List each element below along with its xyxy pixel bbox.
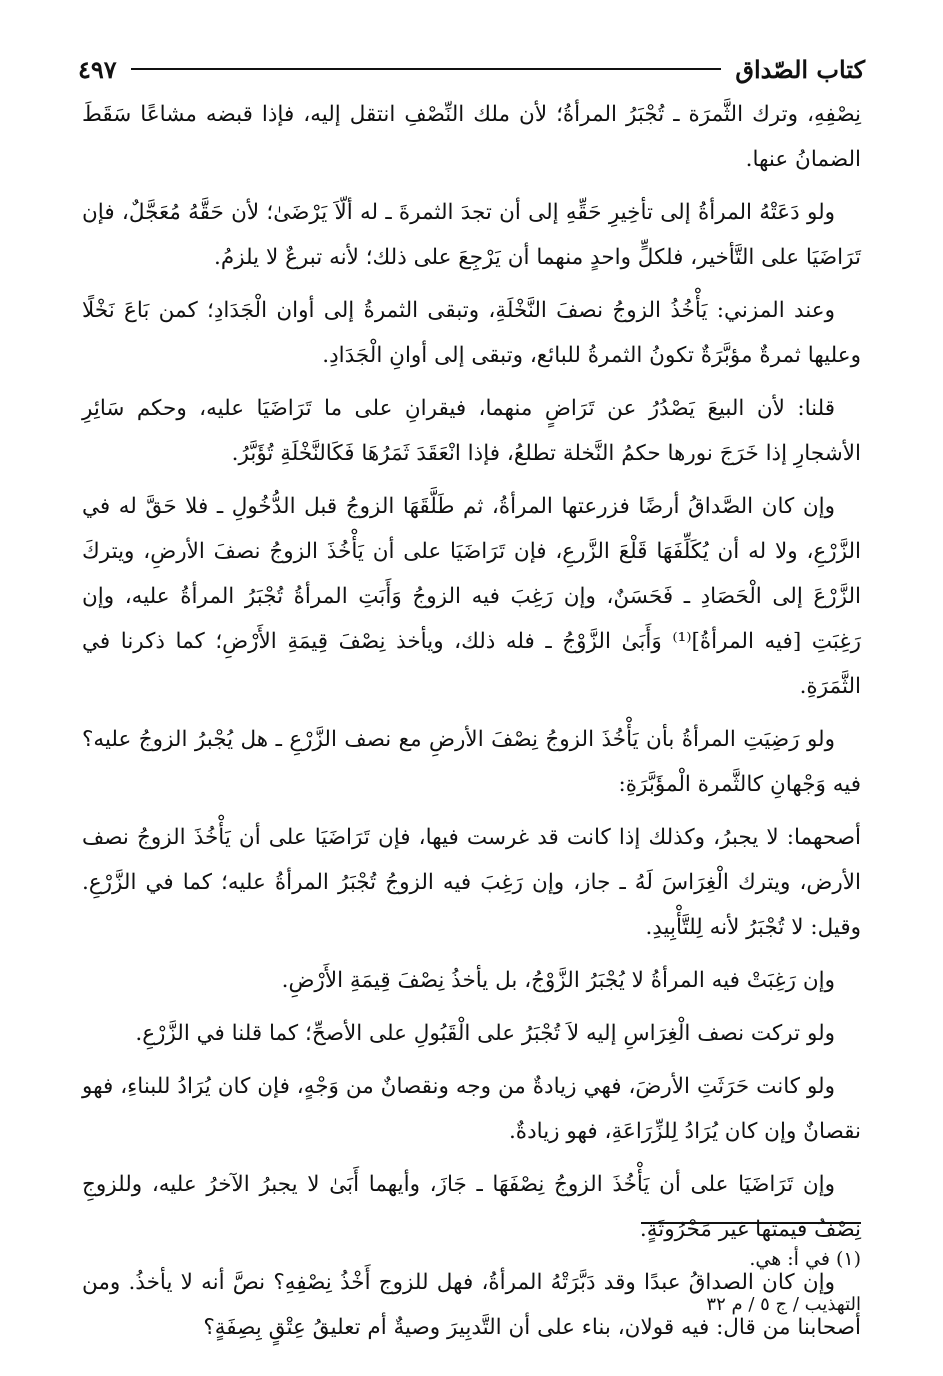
- running-title: كتاب الصّداق: [735, 54, 865, 84]
- paragraph: وعند المزني: يَأْخُذُ الزوجُ نصفَ النَّخْلَةِ، وتبقى الثمرةُ إلى أوان الْجَدَادِ؛ كمن بَاعَ نَخْلًا وعليها ثمرةٌ مؤبَّرَةٌ تكونُ الثمرةُ للبائع، وتبقى إلى أوانِ الْجَدَادِ.: [82, 298, 861, 368]
- header-rule: [131, 68, 722, 70]
- footnote-rule: [641, 1222, 861, 1224]
- paragraph: وإن كان الصداقُ عبدًا وقد دَبَّرَتْهُ المرأةُ، فهل للزوج أَخْذُ نِصْفِهِ؟ نصَّ أنه لا يأخذُ. ومن أصحابنا من قال: فيه قولان، بناء على أن التَّدبِيرَ وصيةٌ أم تعليقُ عِتْقٍ بِصِفَةٍ؟: [82, 1270, 861, 1340]
- paragraph: وإن رَغِبَتْ فيه المرأةُ لا يُجْبَرُ الزَّوْجُ، بل يأخذُ نِصْفَ قِيمَةِ الأَرْضِ.: [281, 968, 835, 993]
- page-header: [78, 52, 865, 86]
- paragraph: أصحهما: لا يجبرُ، وكذلك إذا كانت قد غرست فيها، فإن تَرَاضَيَا على أن يَأْخُذَ الزوجُ نصف الأرض، ويترك الْغِرَاسَ لَهُ ـ جاز، وإن رَغِبَ فيه الزوجُ تُجْبَرُ المرأةُ عليه؛ كما في الزَّرْعِ. وقيل: لا تُجْبَرُ لأنه لِلتَّأْبِيدِ.: [82, 825, 861, 940]
- signature-mark: التهذيب / ج ٥ / م ٣٢: [706, 1294, 861, 1315]
- paragraph: ولو رَضِيَتِ المرأةُ بأن يَأْخُذَ الزوجُ نِصْفَ الأرضِ مع نصف الزَّرْعِ ـ هل يُجْبرُ الزوجُ عليه؟ فيه وَجْهانِ كالثَّمرة الْمؤَبَّرَةِ:: [82, 727, 861, 797]
- paragraph: قلنا: لأن البيعَ يَصْدُرُ عن تَرَاضٍ منهما، فيقرانِ على ما تَرَاضَيَا عليه، وحكم سَائِرِ الأشجارِ إذا خَرَجَ نورها حكمُ النَّخلة تطلعُ، فإذا انْعَقَدَ ثَمَرُهَا فَكَالنَّخْلَةِ تُؤَبَّرُ.: [82, 396, 861, 466]
- main-text: [82, 92, 861, 1358]
- page-number: ٤٩٧: [78, 54, 117, 84]
- paragraph: وإن كان الصَّداقُ أرضًا فزرعتها المرأةُ، ثم طَلَّقَهَا الزوجُ قبل الدُّخُولِ ـ فلا حَقَّ له في الزَّرْعِ، ولا له أن يُكَلِّفَهَا قَلْعَ الزَّرعِ، فإن تَرَاضَيَا على أن يَأْخُذَ الزوجُ نصفَ الأرضِ، ويتركَ الزَّرْعَ إلى الْحَصَادِ ـ فَحَسَنٌ، وإن رَغِبَ فيه الزوجُ وَأَبَتِ المرأةُ تُجْبَرُ المرأةُ عليه، وإن رَغِبَتِ [فيه المرأةُ]⁽¹⁾ وَأَبَىٰ الزَّوْجُ ـ فله ذلك، ويأخذ نِصْفَ قِيمَةِ الأَرْضِ؛ كما ذكرنا في الثَّمَرَةِ.: [82, 494, 862, 699]
- paragraph: ولو تركت نصف الْغِرَاسِ إليه لاَ تُجْبَرُ على الْقَبُولِ على الأصحِّ؛ كما قلنا في الزَّرْعِ.: [135, 1021, 835, 1046]
- paragraph: وإن تَرَاضَيَا على أن يَأْخُذَ الزوجُ نِصْفَهَا ـ جَازَ، وأيهما أَبَىٰ لا يجبرُ الآخرُ عليه، وللزوجِ نِصْفُ قيمتها غير مَحْرُوثَةٍ.: [82, 1172, 861, 1242]
- paragraph: ولو دَعَتْهُ المرأةُ إلى تأخِيرِ حَقِّهِ إلى أن تجدَ الثمرةَ ـ له ألّاَ يَرْضَىٰ؛ لأن حَقَّهُ مُعَجَّلٌ، فإن تَرَاضَيَا على التَّأخير، فلكلٍّ واحدٍ منهما أن يَرْجِعَ على ذلك؛ لأنه تبرعٌ لا يلزمُ.: [82, 200, 861, 270]
- paragraph: ولو كانت حَرَثَتِ الأرضَ، فهي زيادةٌ من وجه ونقصانٌ من وَجْهٍ، فإن كان يُرَادُ للبناءِ، فهو نقصانٌ وإن كان يُرَادُ لِلزِّرَاعَةِ، فهو زيادةٌ.: [82, 1074, 861, 1144]
- paragraph: نِصْفِهِ، وترك الثَّمرَة ـ تُجْبَرُ المرأةُ؛ لأن ملك النِّصْفِ انتقل إليه، فإذا قبضه مشاعًا سَقَطَ الضمانُ عنها.: [82, 102, 861, 172]
- footnote: (١) في أ: هي.: [749, 1248, 861, 1270]
